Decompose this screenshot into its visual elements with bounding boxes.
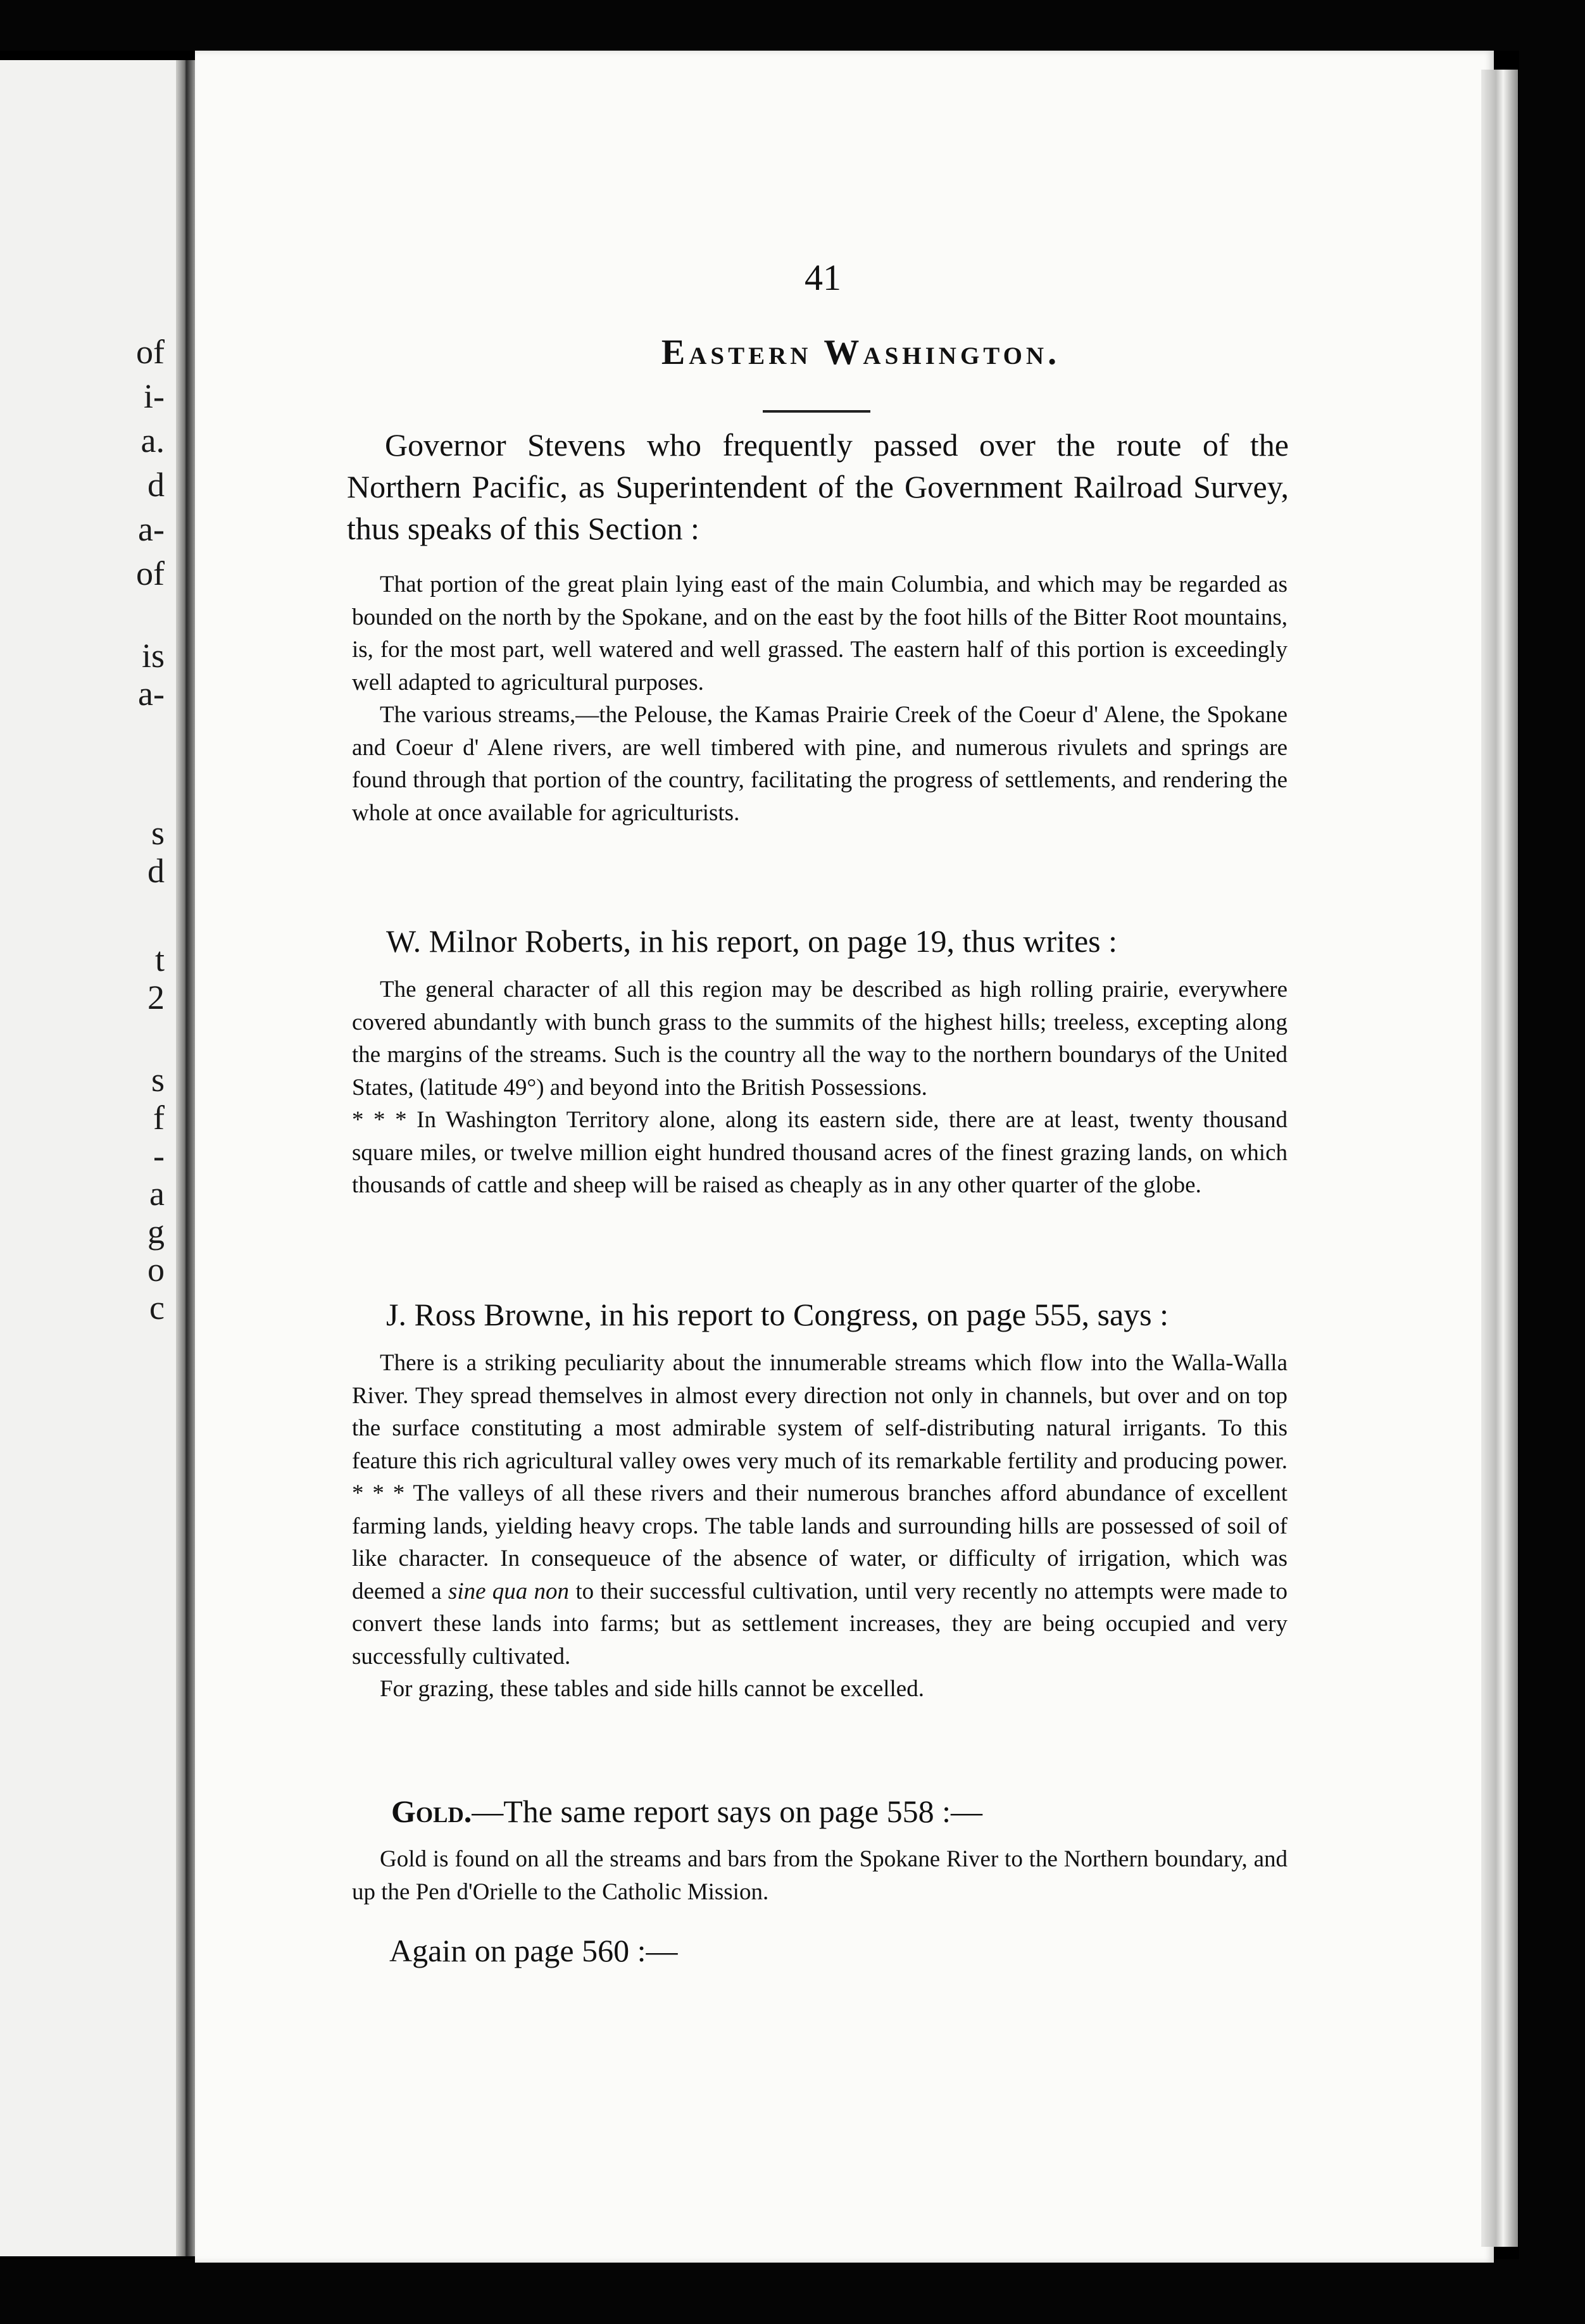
- page-edge: [1481, 70, 1518, 2247]
- quote-text: There is a striking peculiarity about the innumerable streams which flow into the Walla-Walla River. They spread themselves in almost every direction not only in channels, but over and on top the surface constituting a most admirable system of self-distributing natural irrigants. To this feature this rich agricultural valley owes very much of its remarkable fertility and producing power. * * * The valleys of all these rivers and their numerous branches afford abundance of excellent farming lands, yielding heavy crops. The table lands and surrounding hills are possessed of soil of like character. In consequeuce of the absence of water, or difficulty of irrigation, which was deemed a: [352, 1350, 1287, 1604]
- roberts-quote: [352, 973, 1287, 1202]
- gold-heading-text: —The same report says on page 558 :—: [472, 1794, 982, 1829]
- facing-page-text: c: [149, 1289, 165, 1327]
- facing-page-text: s: [151, 1061, 165, 1099]
- intro-paragraph: Governor Stevens who frequently passed over the route of the Northern Pacific, as Superintendent of the Government Railroad Survey, thus speaks of this Section :: [347, 427, 1289, 546]
- title-underline: [763, 410, 870, 413]
- facing-page-text: a.: [141, 422, 165, 459]
- section-heading-gold: [391, 1791, 982, 1832]
- quote-paragraph: For grazing, these tables and side hills cannot be excelled.: [380, 1676, 924, 1702]
- section-heading-roberts: W. Milnor Roberts, in his report, on page 19, thus writes :: [386, 923, 1117, 959]
- page-number: 41: [805, 257, 841, 298]
- facing-page-text: i-: [144, 377, 165, 415]
- facing-page-text: f: [153, 1099, 165, 1137]
- quote-paragraph: [352, 1347, 1287, 1673]
- facing-page-text: d: [147, 852, 165, 890]
- facing-page-text: a: [149, 1175, 165, 1213]
- browne-quote: [352, 1347, 1287, 1706]
- gold-quote: [352, 1843, 1287, 1908]
- facing-page-text: of: [136, 554, 165, 592]
- facing-page-text: g: [147, 1213, 165, 1251]
- stevens-quote: [352, 568, 1287, 829]
- quote-paragraph: That portion of the great plain lying east of the main Columbia, and which may be regarded as bounded on the north by the Spokane, and on the east by the foot hills of the Bitter Root mountains, is, for the most part, well watered and well grassed. The eastern half of this portion is exceedingly well adapted to agricultural purposes.: [352, 572, 1287, 696]
- page-title: Eastern Washington.: [661, 333, 1061, 372]
- scan-bottom-border: [0, 2259, 1585, 2324]
- facing-page-text: 2: [147, 978, 165, 1016]
- scan-right-border: [1519, 0, 1585, 2324]
- quote-paragraph: The various streams,—the Pelouse, the Kamas Prairie Creek of the Coeur d' Alene, the Spokane and Coeur d' Alene rivers, are well timbered with pine, and numerous rivulets and springs are found through that portion of the country, facilitating the progress of settlements, and rendering the whole at once available for agriculturists.: [352, 702, 1287, 826]
- facing-page-text: t: [154, 940, 165, 978]
- section-heading-again: Again on page 560 :—: [389, 1933, 678, 1968]
- latin-phrase: sine qua non: [448, 1578, 570, 1604]
- facing-page-text: a-: [138, 510, 165, 548]
- facing-page-text: d: [147, 466, 165, 504]
- section-heading-browne: J. Ross Browne, in his report to Congress, on page 555, says :: [386, 1297, 1169, 1332]
- facing-page-text: s: [151, 814, 165, 852]
- facing-page-fragment: [0, 60, 176, 2256]
- facing-page-text: of: [136, 333, 165, 371]
- facing-page-text: o: [147, 1251, 165, 1289]
- quote-paragraph: The general character of all this region may be described as high rolling prairie, everywhere covered abundantly with bunch grass to the summits of the highest hills; treeless, excepting along the margins of the streams. Such is the country all the way to the northern boundarys of the United States, (latitude 49°) and beyond into the British Possessions.: [352, 977, 1287, 1101]
- quote-paragraph: * * * In Washington Territory alone, along its eastern side, there are at least, twenty thousand square miles, or twelve million eight hundred thousand acres of the finest grazing lands, on which thousands of cattle and sheep will be raised as cheaply as in any other quarter of the globe.: [352, 1107, 1287, 1198]
- gold-label: Gold.: [391, 1794, 472, 1829]
- facing-page-text: -: [153, 1137, 165, 1175]
- quote-text: to their successful cultivation, until very recently no attempts were made to convert these lands into farms; but as settlement increases, they are being occupied and very successfully cultivated.: [352, 1578, 1288, 1670]
- scan-top-border: [0, 0, 1585, 51]
- quote-paragraph: Gold is found on all the streams and bars from the Spokane River to the Northern boundary, and up the Pen d'Orielle to the Catholic Mission.: [352, 1846, 1287, 1905]
- book-gutter: [176, 60, 195, 2256]
- facing-page-text: a-: [138, 675, 165, 713]
- facing-page-text: is: [141, 637, 165, 675]
